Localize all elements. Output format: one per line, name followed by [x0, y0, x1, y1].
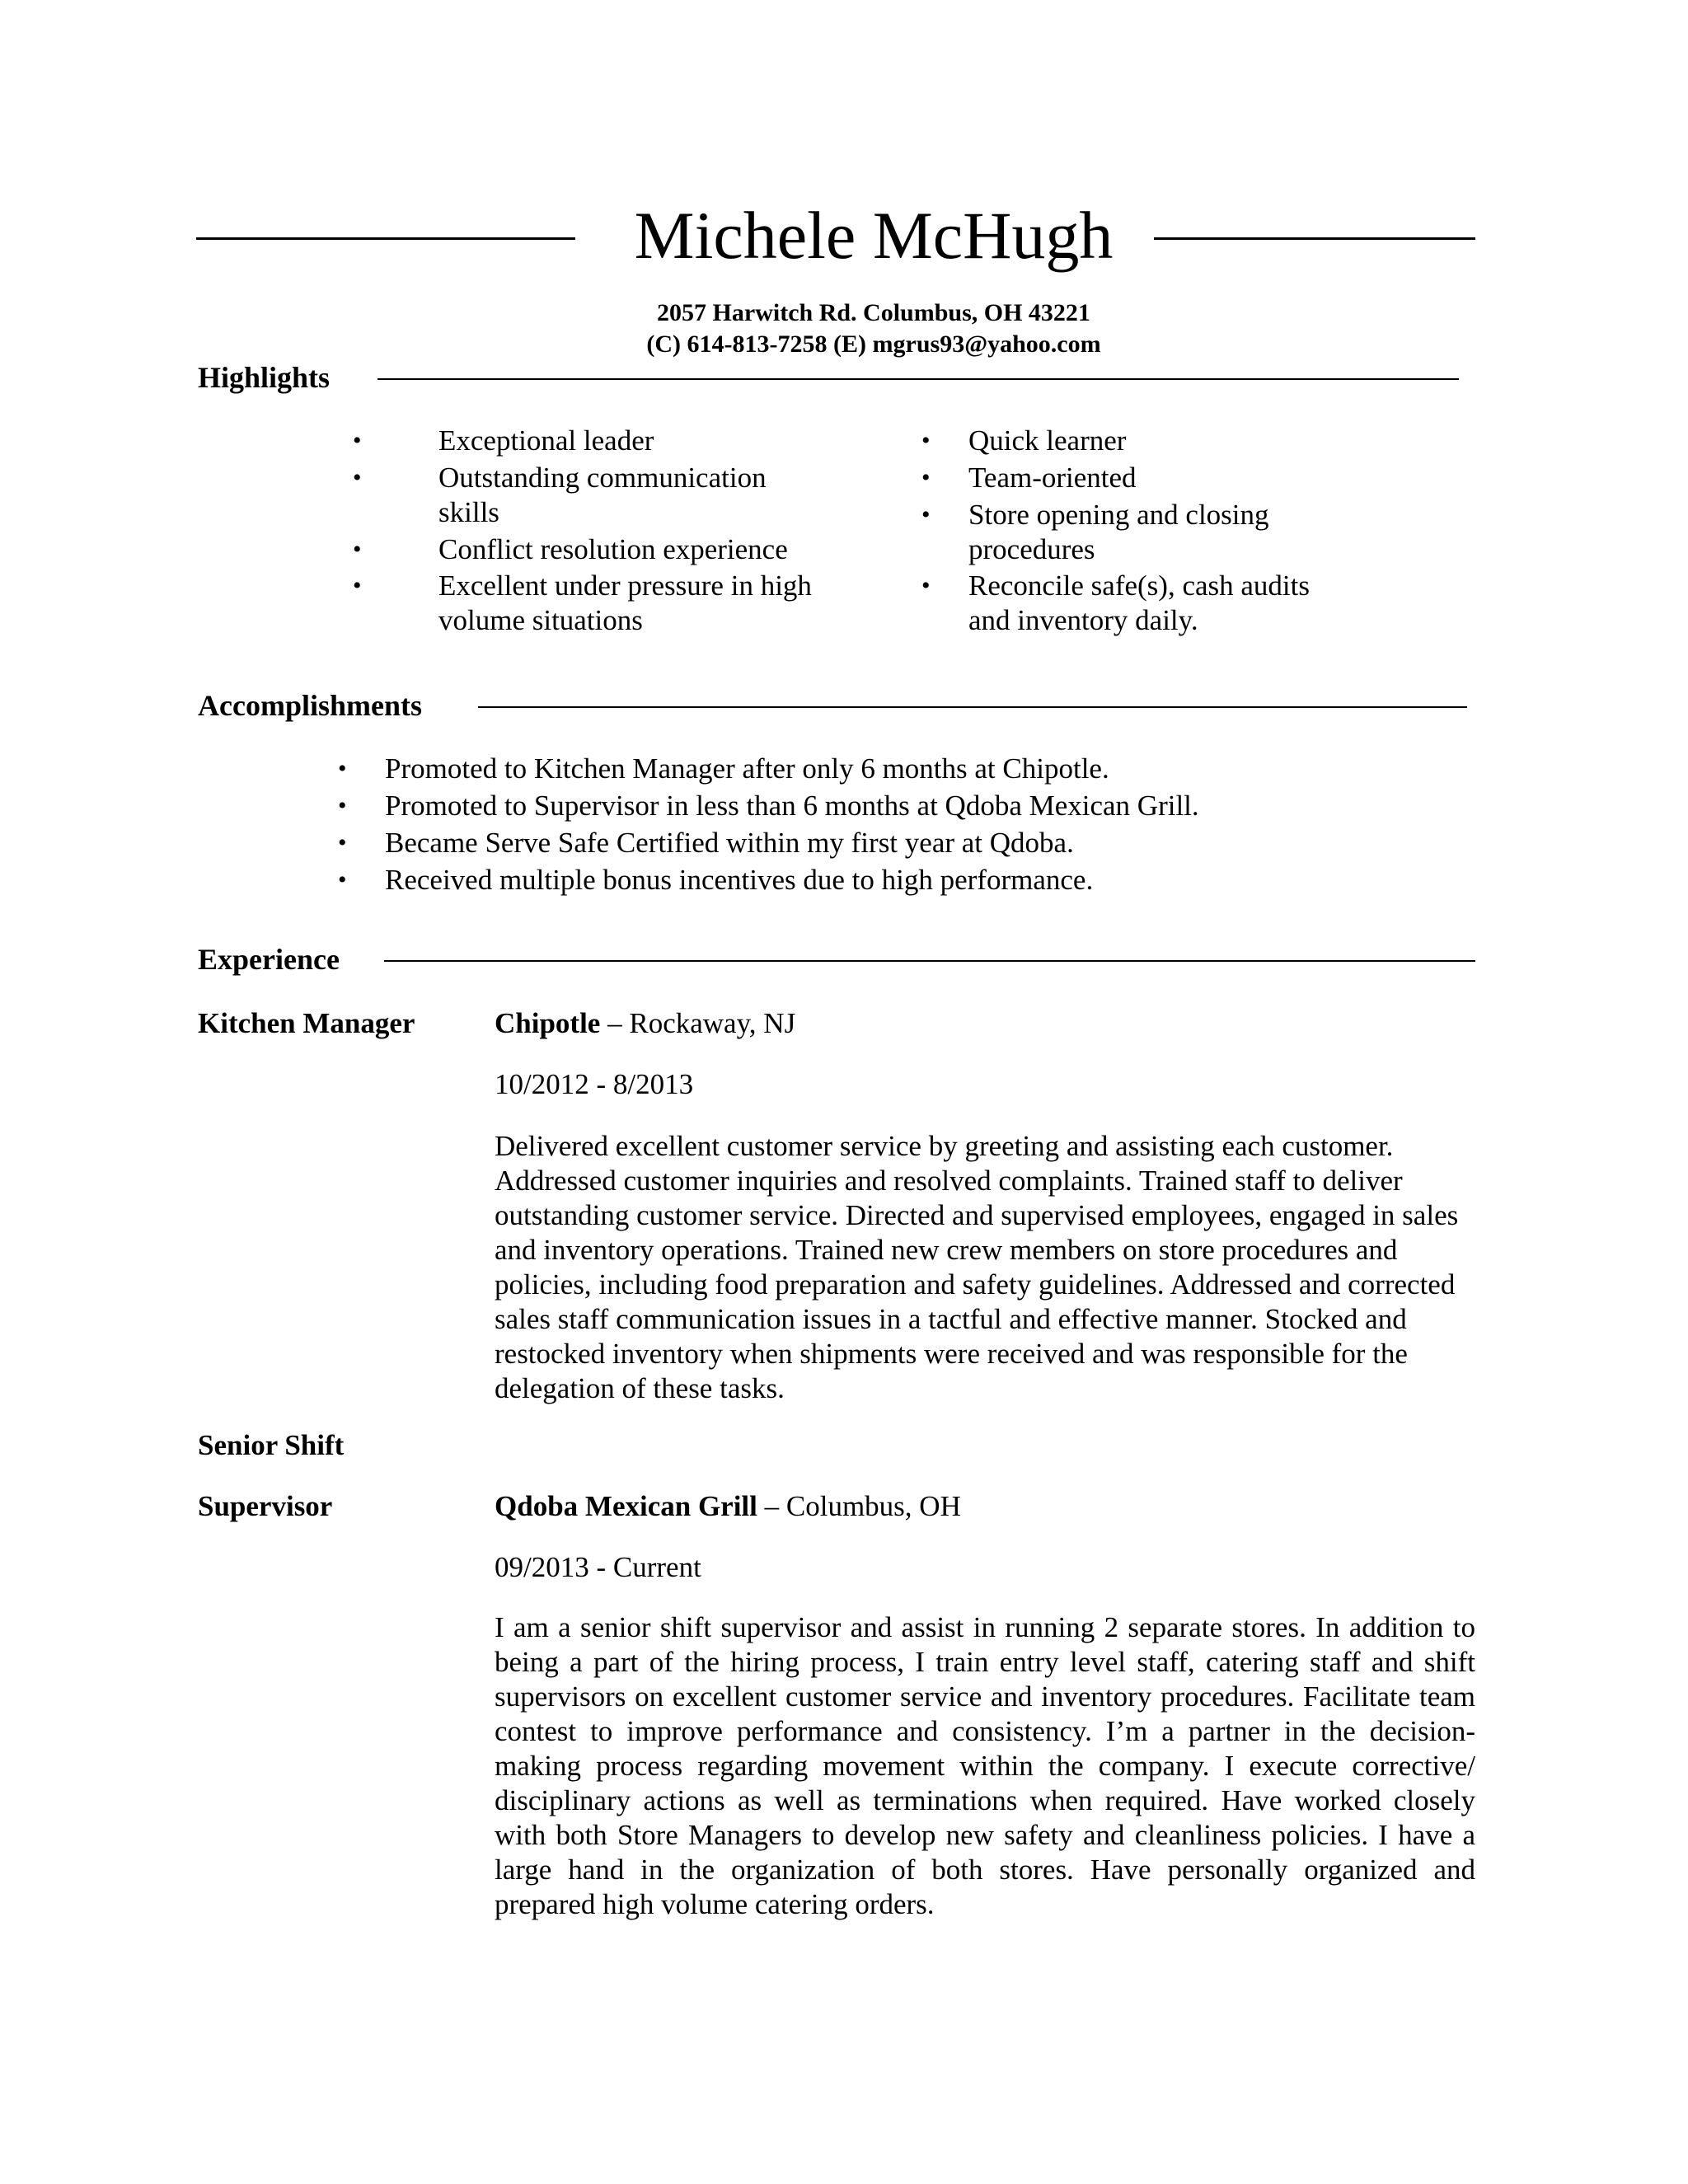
- highlight-item: Quick learner: [968, 424, 1127, 457]
- job-description: Delivered excellent customer service by greeting and assisting each customer. Addressed customer inquiries and resolved complaints. Trained staff to deliver outstanding customer service. Directed and supervised employees, engaged in sales and inventory operations. Trained new crew members on store procedures and policies, including food preparation and safety guidelines. Addressed and corrected sales staff communication issues in a tactful and effective manner. Stocked and restocked inventory when shipments were received and was responsible for the delegation of these tasks.: [495, 1130, 1459, 1404]
- highlight-item: Store opening and closing procedures: [968, 499, 1269, 565]
- highlight-item: Reconcile safe(s), cash audits and inventory daily.: [968, 569, 1311, 636]
- job-dates: 09/2013 - Current: [495, 1551, 701, 1583]
- accomplishment-item: Promoted to Supervisor in less than 6 months at Qdoba Mexican Grill.: [385, 790, 1199, 822]
- bullet-icon: •: [338, 755, 347, 782]
- bullet-icon: •: [353, 536, 362, 563]
- highlight-item: Outstanding communication skills: [438, 462, 767, 528]
- job-employer: [495, 1488, 961, 1525]
- accomplishments-heading: Accomplishments: [198, 689, 422, 722]
- contact-phone-email: (C) 614-813-7258 (E) mgrus93@yahoo.com: [646, 330, 1101, 358]
- highlights-rule: [377, 378, 1459, 380]
- company-name: Chipotle: [495, 1007, 601, 1039]
- highlight-item: Excellent under pressure in high volume situations: [438, 569, 812, 636]
- job-description: I am a senior shift supervisor and assist in running 2 separate stores. In addition to being a part of the hiring process, I train entry level staff, catering staff and shift supervisors on excellent customer service and inventory procedures. Facilitate team contest to improve performance and consistency. I’m a partner in the decision-making process regarding movement within the company. I execute corrective/ disciplinary actions as well as terminations when required. Have worked closely with both Store Managers to develop new safety and cleanliness policies. I have a large hand in the organization of both stores. Have personally organized and prepared high volume catering orders.: [495, 1611, 1475, 1920]
- company-name: Qdoba Mexican Grill: [495, 1490, 757, 1522]
- job-title-line-1: Senior Shift: [198, 1429, 345, 1461]
- bullet-icon: •: [921, 464, 931, 491]
- highlight-item: Exceptional leader: [438, 424, 654, 457]
- bullet-icon: •: [338, 792, 347, 819]
- experience-heading: Experience: [198, 943, 340, 976]
- accomplishment-item: Received multiple bonus incentives due to high performance.: [385, 864, 1094, 896]
- accomplishments-rule: [478, 706, 1467, 708]
- highlight-item: Team-oriented: [968, 462, 1137, 494]
- company-location: – Columbus, OH: [757, 1490, 961, 1522]
- candidate-name: Michele McHugh: [634, 198, 1114, 273]
- company-location: – Rockaway, NJ: [600, 1007, 796, 1039]
- highlights-heading: Highlights: [198, 361, 331, 394]
- bullet-icon: •: [353, 572, 362, 599]
- bullet-icon: •: [921, 572, 931, 599]
- bullet-icon: •: [338, 866, 347, 893]
- experience-rule: [384, 960, 1475, 962]
- name-rule-left: [196, 237, 575, 240]
- name-rule-right: [1154, 237, 1475, 240]
- contact-address: 2057 Harwitch Rd. Columbus, OH 43221: [657, 299, 1090, 326]
- job-dates: 10/2012 - 8/2013: [495, 1068, 694, 1100]
- accomplishment-item: Became Serve Safe Certified within my first year at Qdoba.: [385, 827, 1074, 859]
- bullet-icon: •: [921, 427, 931, 454]
- bullet-icon: •: [338, 829, 347, 856]
- job-title: Kitchen Manager: [198, 1007, 415, 1039]
- bullet-icon: •: [353, 427, 362, 454]
- job-title-line-2: Supervisor: [198, 1490, 333, 1522]
- job-employer: [495, 1005, 795, 1042]
- bullet-icon: •: [353, 464, 362, 491]
- highlight-item: Conflict resolution experience: [438, 533, 788, 565]
- bullet-icon: •: [921, 501, 931, 528]
- accomplishment-item: Promoted to Kitchen Manager after only 6 months at Chipotle.: [385, 752, 1109, 785]
